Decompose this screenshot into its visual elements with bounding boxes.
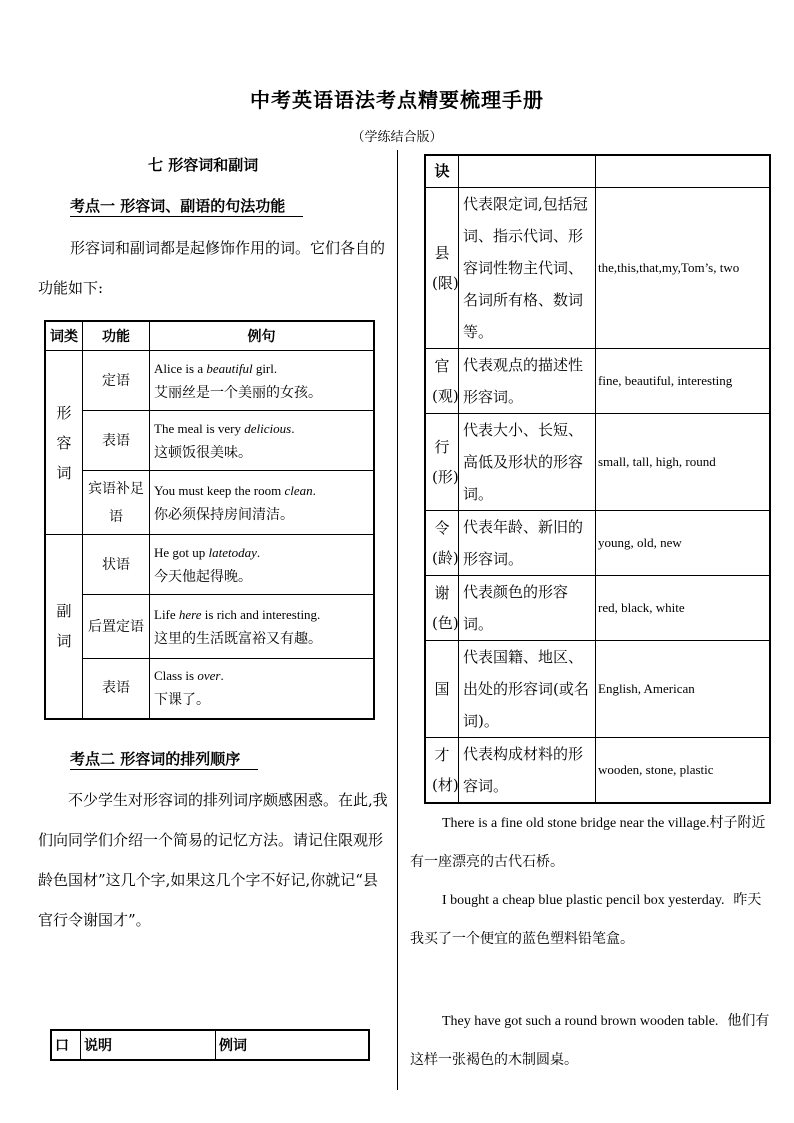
page-title: 中考英语语法考点精要梳理手册 xyxy=(250,88,544,112)
order-examples: fine, beautiful, interesting xyxy=(596,348,771,413)
order-key: 行(形) xyxy=(425,413,459,510)
table-row xyxy=(425,348,770,413)
point2-title: 考点二 形容词的排列顺序 xyxy=(70,749,258,770)
table-row xyxy=(425,640,770,737)
order-examples: red, black, white xyxy=(596,575,771,640)
order-desc: 代表观点的描述性形容词。 xyxy=(459,348,596,413)
example-cell: Class is over. 下课了。 xyxy=(150,659,375,719)
point1-intro: 形容词和副词都是起修饰作用的词。它们各自的功能如下: xyxy=(38,239,386,297)
function-cell: 定语 xyxy=(83,351,150,411)
example-cell: You must keep the room clean. 你必须保持房间清洁。 xyxy=(150,471,375,535)
table-row xyxy=(425,155,770,187)
function-cell: 表语 xyxy=(83,659,150,719)
order-table xyxy=(424,154,771,804)
order-desc: 代表限定词,包括冠词、指示代词、形容词性物主代词、名词所有格、数词等。 xyxy=(459,187,596,348)
page-subtitle: （学练结合版） xyxy=(351,130,443,145)
table-row xyxy=(425,413,770,510)
order-key: 才(材) xyxy=(425,737,459,803)
table-row xyxy=(45,351,374,411)
table-row xyxy=(45,659,374,719)
table-row xyxy=(425,187,770,348)
word-class-adverb: 副词 xyxy=(45,535,83,719)
order-desc: 代表国籍、地区、出处的形容词(或名词)。 xyxy=(459,640,596,737)
word-class-adjective: 形容词 xyxy=(45,351,83,535)
example-paragraph: They have got such a round brown wooden table. 他们有这样一张褐色的木制圆桌。 xyxy=(410,1013,770,1068)
order-header-desc xyxy=(459,155,596,187)
function-cell: 表语 xyxy=(83,411,150,471)
order-key: 官(观) xyxy=(425,348,459,413)
column-divider xyxy=(397,150,398,1090)
function-cell: 状语 xyxy=(83,535,150,595)
table-row xyxy=(45,595,374,659)
order-header-examples xyxy=(596,155,771,187)
table-row xyxy=(51,1030,369,1060)
order-key: 县(限) xyxy=(425,187,459,348)
order-examples: small, tall, high, round xyxy=(596,413,771,510)
example-paragraph: There is a fine old stone bridge near the village.村子附近有一座漂亮的古代石桥。 xyxy=(410,815,766,870)
order-desc: 代表颜色的形容词。 xyxy=(459,575,596,640)
table-row xyxy=(45,471,374,535)
bottom-table xyxy=(50,1029,370,1061)
function-table xyxy=(44,320,375,720)
bottom-header-desc: 说明 xyxy=(81,1030,216,1060)
order-examples: wooden, stone, plastic xyxy=(596,737,771,803)
point2-intro: 不少学生对形容词的排列词序颇感困惑。在此,我们向同学们介绍一个简易的记忆方法。请记住限观形龄色国材”这几个字,如果这几个字不好记,你就记“县官行令谢国才”。 xyxy=(38,791,388,929)
table-row xyxy=(45,411,374,471)
header-word-class: 词类 xyxy=(45,321,83,351)
order-desc: 代表大小、长短、高低及形状的形容词。 xyxy=(459,413,596,510)
order-desc: 代表年龄、新旧的形容词。 xyxy=(459,510,596,575)
table-row xyxy=(45,535,374,595)
order-key: 谢(色) xyxy=(425,575,459,640)
order-key: 国 xyxy=(425,640,459,737)
header-example: 例句 xyxy=(150,321,375,351)
section-title: 七 形容词和副词 xyxy=(148,156,259,174)
point1-title: 考点一 形容词、副语的句法功能 xyxy=(70,196,303,217)
order-examples: English, American xyxy=(596,640,771,737)
example-paragraph: I bought a cheap blue plastic pencil box yesterday. 昨天我买了一个便宜的蓝色塑料铅笔盒。 xyxy=(410,892,762,947)
order-desc: 代表构成材料的形容词。 xyxy=(459,737,596,803)
function-table-header xyxy=(45,321,374,351)
function-cell: 宾语补足语 xyxy=(83,471,150,535)
bottom-header-key: 口 xyxy=(51,1030,81,1060)
order-key: 令(龄) xyxy=(425,510,459,575)
example-cell: Alice is a beautiful girl. 艾丽丝是一个美丽的女孩。 xyxy=(150,351,375,411)
order-examples: young, old, new xyxy=(596,510,771,575)
example-cell: The meal is very delicious. 这顿饭很美味。 xyxy=(150,411,375,471)
order-examples: the,this,that,my,Tom’s, two xyxy=(596,187,771,348)
example-cell: He got up latetoday. 今天他起得晚。 xyxy=(150,535,375,595)
table-row xyxy=(425,737,770,803)
order-header-key: 诀 xyxy=(425,155,459,187)
table-row xyxy=(425,575,770,640)
bottom-header-examples: 例词 xyxy=(216,1030,370,1060)
example-cell: Life here is rich and interesting. 这里的生活既富裕又有趣。 xyxy=(150,595,375,659)
function-cell: 后置定语 xyxy=(83,595,150,659)
table-row xyxy=(425,510,770,575)
header-function: 功能 xyxy=(83,321,150,351)
